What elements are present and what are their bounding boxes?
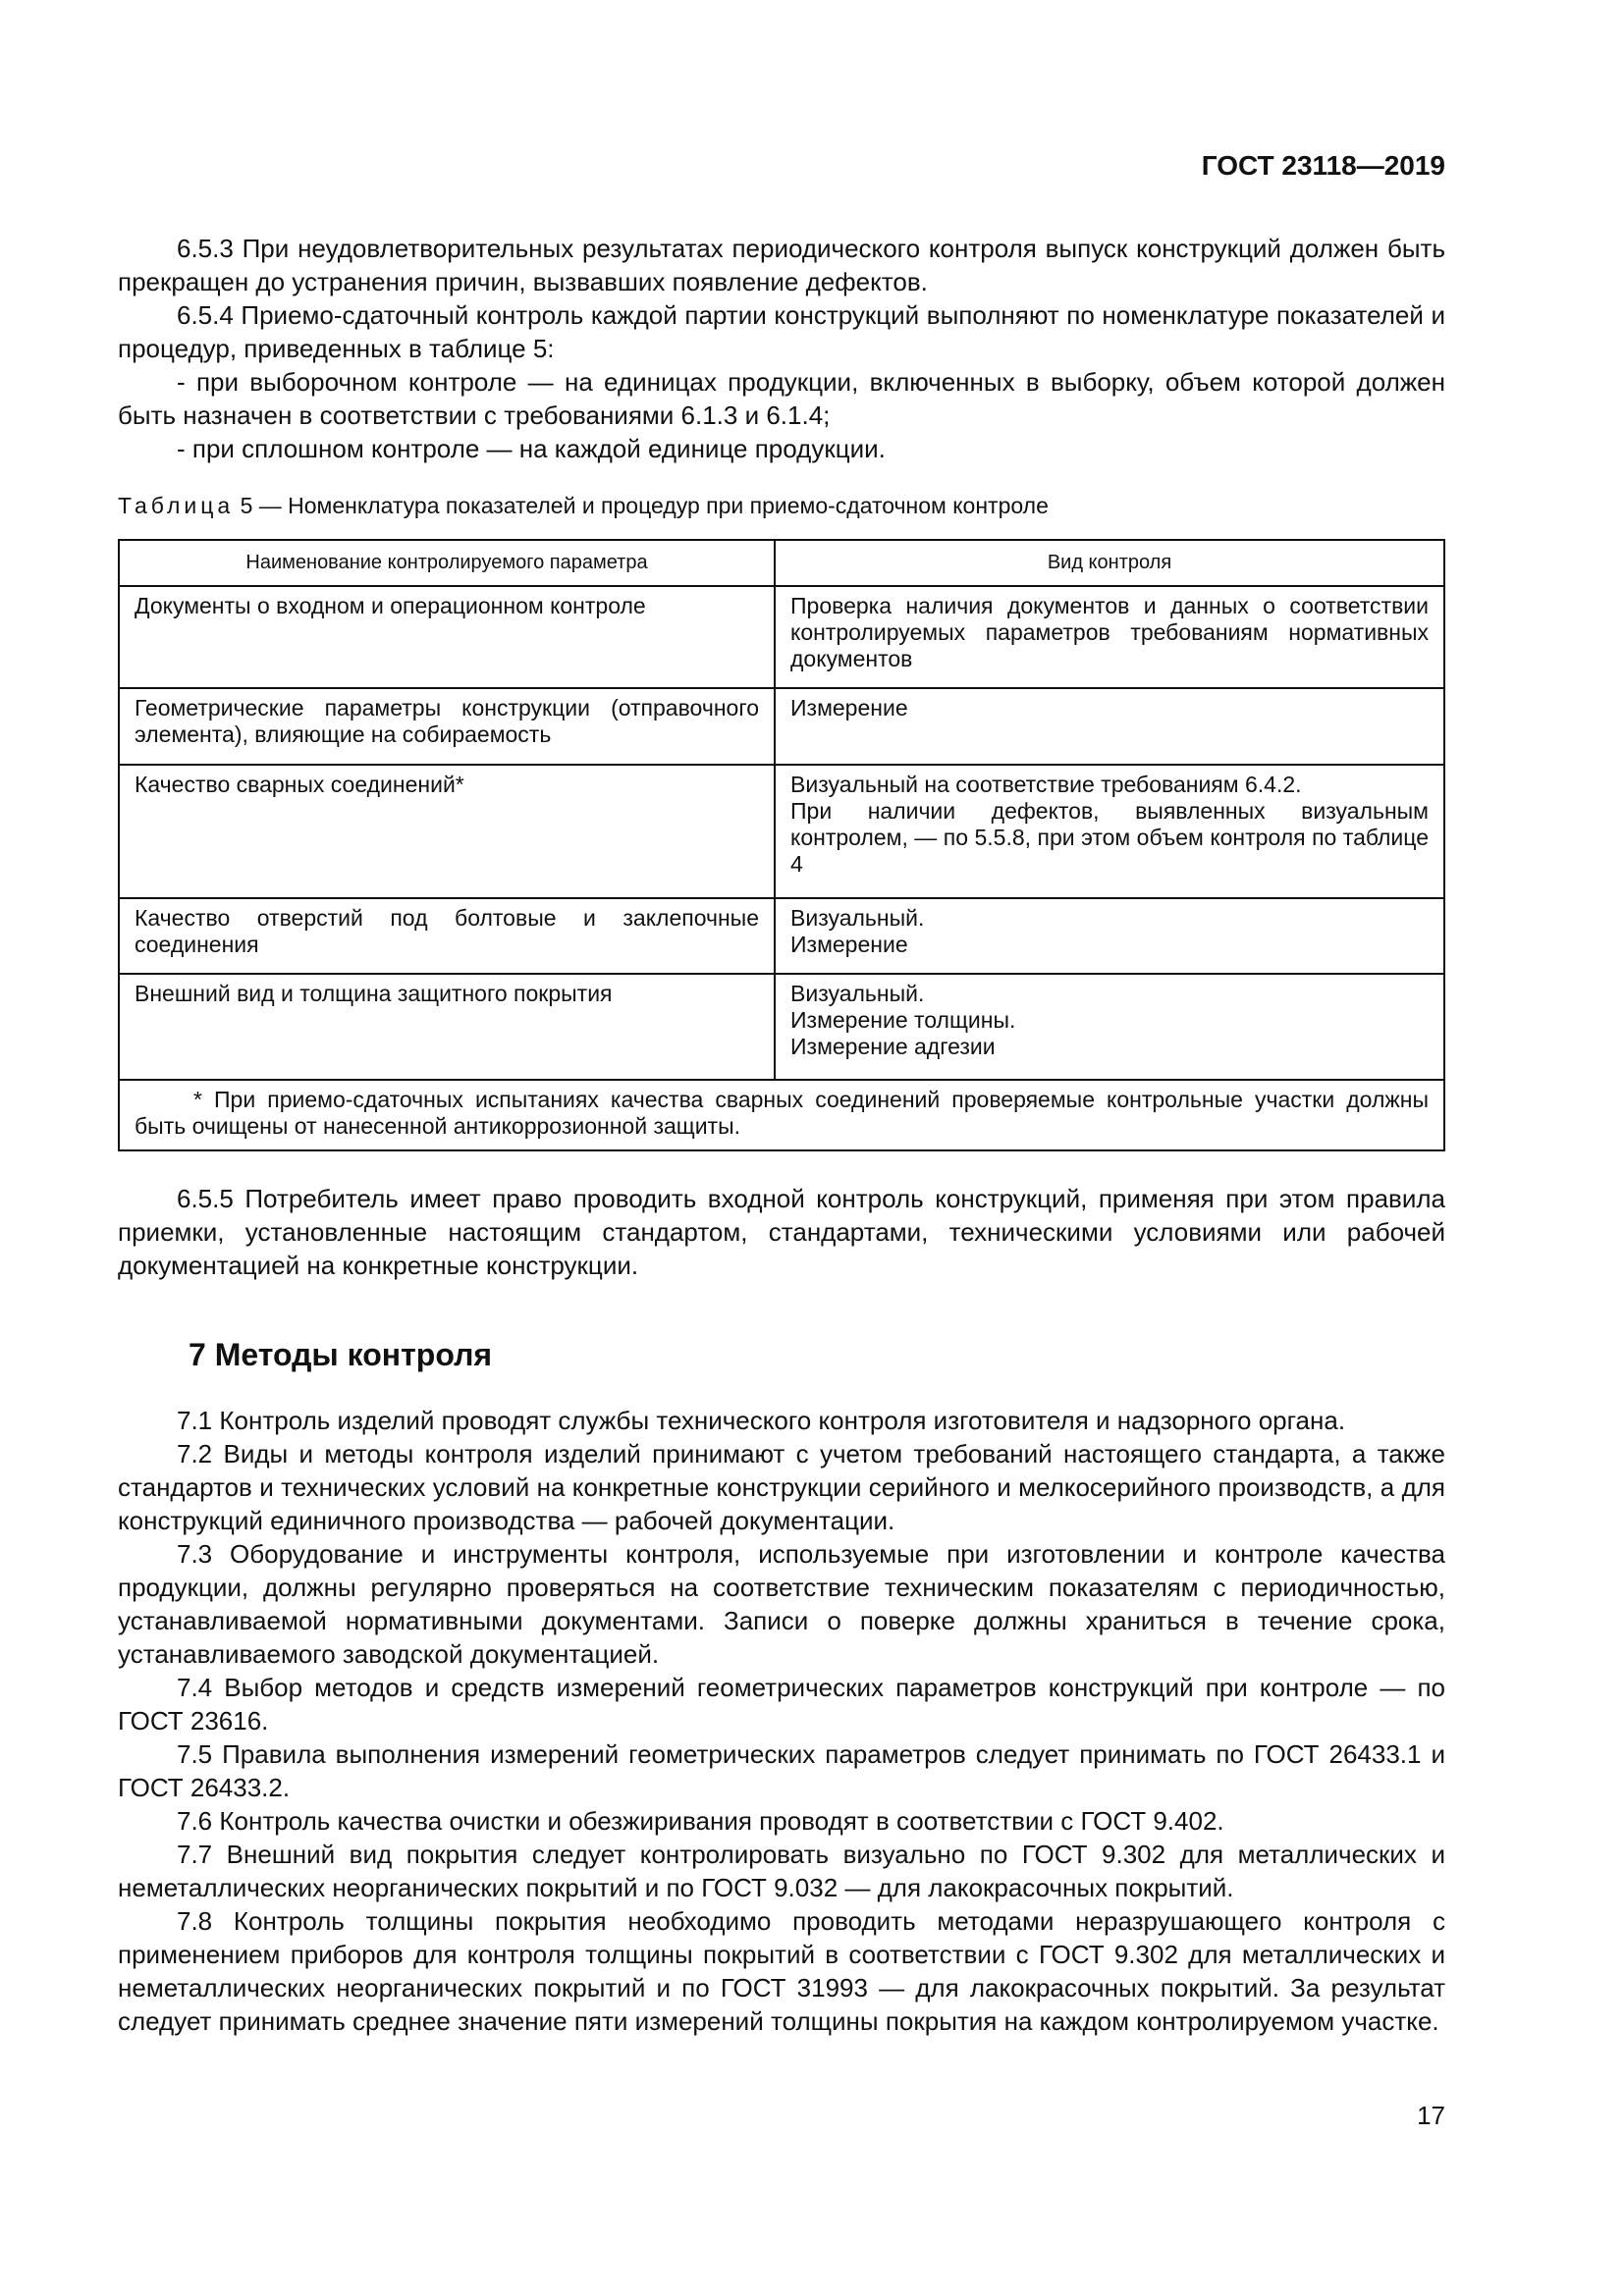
paragraph-7-2: 7.2 Виды и методы контроля изделий принимают с учетом требований настоящего стандарта, а также стандартов и технических условий на конкретные конструкции серийного и мелкосерийного производств, а для конструкций единичного производства — рабочей документации. (118, 1439, 1445, 1535)
control-line: Измерение (790, 695, 908, 721)
table-cell-control (775, 586, 1444, 688)
paragraph-7-5: 7.5 Правила выполнения измерений геометрических параметров следует принимать по ГОСТ 26433.1 и ГОСТ 26433.2. (118, 1739, 1445, 1802)
paragraph-7-1: 7.1 Контроль изделий проводят службы технического контроля изготовителя и надзорного органа. (177, 1406, 1346, 1435)
table-cell-parameter: Документы о входном и операционном контроле (119, 586, 775, 688)
paragraphs-top (118, 232, 1445, 465)
table-caption-prefix: Таблица (118, 493, 235, 518)
section-7-paragraphs (118, 1404, 1445, 2038)
table-cell-parameter: Внешний вид и толщина защитного покрытия (119, 974, 775, 1080)
list-item-selective-control: - при выборочном контроле — на единицах продукции, включенных в выборку, объем которой должен быть назначен в соответствии с требованиями 6.1.3 и 6.1.4; (118, 367, 1445, 430)
paragraph-6-5-5: 6.5.5 Потребитель имеет право проводить входной контроль конструкций, применяя при этом правила приемки, установленные настоящим стандартом, стандартами, техническими условиями или рабочей документацией на конкретные конструкции. (118, 1184, 1445, 1280)
paragraph-6-5-4: 6.5.4 Приемо-сдаточный контроль каждой партии конструкций выполняют по номенклатуре показателей и процедур, приведенных в таблице 5: (118, 300, 1445, 363)
section-title: 7 Методы контроля (189, 1337, 493, 1372)
control-line: Измерение адгезии (790, 1034, 996, 1059)
control-line: Визуальный на соответствие требованиям 6.4.2. (790, 772, 1302, 797)
control-line: Проверка наличия документов и данных о соответствии контролируемых параметров требованиям нормативных документов (790, 593, 1429, 671)
control-line: При наличии дефектов, выявленных визуальным контролем, — по 5.5.8, при этом объем контроля по таблице 4 (790, 798, 1429, 877)
table-header-control-type: Вид контроля (775, 540, 1444, 586)
paragraph-6-5-5-block (118, 1182, 1445, 1282)
table-header-parameter: Наименование контролируемого параметра (119, 540, 775, 586)
control-line: Измерение (790, 932, 908, 957)
table-cell-control (775, 974, 1444, 1080)
paragraph-7-8: 7.8 Контроль толщины покрытия необходимо проводить методами неразрушающего контроля с применением приборов для контроля толщины покрытий в соответствии с ГОСТ 9.302 для металлических и неметаллических неорганических покрытий и по ГОСТ 31993 — для лакокрасочных покрытий. За результат следует принимать среднее значение пяти измерений толщины покрытия на каждом контролируемом участке. (118, 1906, 1445, 2036)
table-5 (118, 539, 1445, 1151)
paragraph-7-3: 7.3 Оборудование и инструменты контроля, используемые при изготовлении и контроле качества продукции, должны регулярно проверяться на соответствие техническим показателям с периодичностью, устанавливаемой нормативными документами. Записи о поверке должны храниться в течение срока, устанавливаемого заводской документацией. (118, 1539, 1445, 1669)
table-cell-parameter: Качество сварных соединений* (119, 765, 775, 898)
table-footnote-row (119, 1080, 1444, 1150)
table-caption-text: 5 — Номенклатура показателей и процедур при приемо-сдаточном контроле (234, 493, 1049, 518)
table-header-row (119, 540, 1444, 586)
table-row (119, 688, 1444, 765)
control-line: Визуальный. (790, 981, 925, 1006)
table-caption (118, 491, 1049, 520)
table-cell-control (775, 898, 1444, 974)
table-cell-control (775, 688, 1444, 765)
paragraph-7-4: 7.4 Выбор методов и средств измерений геометрических параметров конструкций при контроле — по ГОСТ 23616. (118, 1673, 1445, 1735)
table-footnote: * При приемо-сдаточных испытаниях качества сварных соединений проверяемые контрольные участки должны быть очищены от нанесенной антикоррозионной защиты. (119, 1080, 1444, 1150)
table-cell-parameter: Качество отверстий под болтовые и заклепочные соединения (119, 898, 775, 974)
table-cell-parameter: Геометрические параметры конструкции (отправочного элемента), влияющие на собираемость (119, 688, 775, 765)
paragraph-6-5-3: 6.5.3 При неудовлетворительных результатах периодического контроля выпуск конструкций должен быть прекращен до устранения причин, вызвавших появление дефектов. (118, 234, 1445, 296)
list-item-full-control: - при сплошном контроле — на каждой единице продукции. (177, 434, 886, 463)
paragraph-7-7: 7.7 Внешний вид покрытия следует контролировать визуально по ГОСТ 9.302 для металлических и неметаллических неорганических покрытий и по ГОСТ 9.032 — для лакокрасочных покрытий. (118, 1840, 1445, 1902)
table-row (119, 974, 1444, 1080)
table-row (119, 586, 1444, 688)
page-number: 17 (1417, 2101, 1445, 2130)
table-row (119, 898, 1444, 974)
document-header: ГОСТ 23118—2019 (1201, 150, 1445, 181)
paragraph-7-6: 7.6 Контроль качества очистки и обезжиривания проводят в соответствии с ГОСТ 9.402. (177, 1806, 1224, 1836)
table-row (119, 765, 1444, 898)
control-line: Измерение толщины. (790, 1007, 1016, 1033)
table-cell-control (775, 765, 1444, 898)
control-line: Визуальный. (790, 905, 925, 931)
